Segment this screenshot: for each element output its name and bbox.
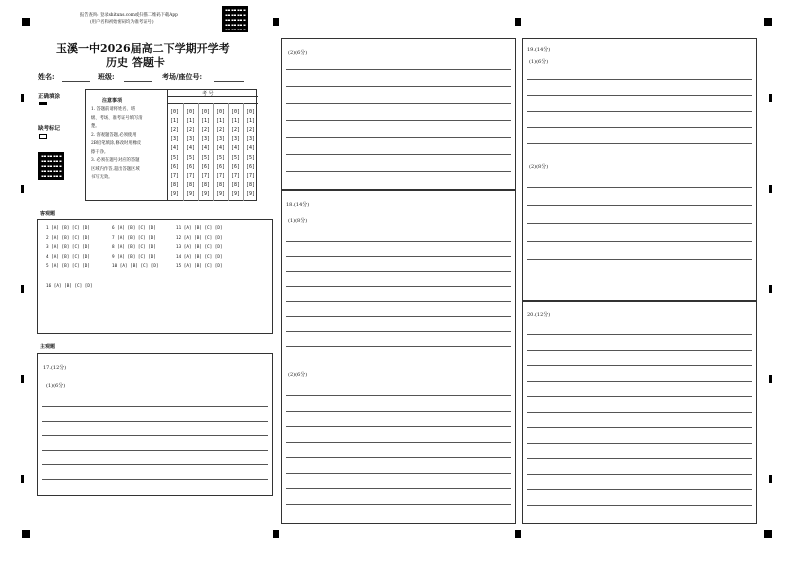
- exam-digit-bubble[interactable]: [1]: [216, 118, 226, 125]
- answer-line: [527, 187, 752, 188]
- class-field[interactable]: [124, 81, 152, 82]
- exam-digit-bubble[interactable]: [1]: [246, 118, 256, 125]
- timing-mark: [769, 94, 772, 102]
- exam-digit-bubble[interactable]: [6]: [246, 163, 256, 170]
- password-notice: (用户名和初始密码均为准考证号): [90, 20, 154, 25]
- note-line: 级、考场、准考证号填写清: [91, 115, 143, 121]
- objective-item[interactable]: 2 [A] [B] [C] [D]: [46, 235, 90, 241]
- answer-line: [286, 395, 511, 396]
- exam-digit-bubble[interactable]: [5]: [231, 154, 241, 161]
- answer-line: [527, 111, 752, 112]
- objective-item[interactable]: 4 [A] [B] [C] [D]: [46, 254, 90, 260]
- registration-mark: [515, 530, 521, 538]
- objective-item[interactable]: 8 [A] [B] [C] [D]: [112, 245, 156, 250]
- timing-mark: [769, 285, 772, 293]
- answer-line: [286, 120, 511, 121]
- exam-digit-bubble[interactable]: [8]: [201, 181, 211, 188]
- exam-number-column: [183, 103, 199, 201]
- q17-part2: (2)(6分): [288, 50, 308, 56]
- answer-line: [527, 79, 752, 80]
- timing-mark: [769, 375, 772, 383]
- exam-digit-bubble[interactable]: [0]: [186, 109, 196, 115]
- answer-line: [286, 271, 511, 272]
- exam-digit-bubble[interactable]: [8]: [231, 181, 241, 188]
- correct-fill-label: 正确填涂: [38, 94, 61, 100]
- answer-line: [286, 86, 511, 87]
- q18-part2: (2)(6分): [288, 372, 308, 378]
- exam-digit-bubble[interactable]: [6]: [186, 163, 196, 170]
- answer-line: [286, 346, 511, 347]
- exam-digit-bubble[interactable]: [2]: [246, 127, 256, 134]
- answer-line: [286, 331, 511, 332]
- q17-title: 17.(12分): [43, 365, 67, 371]
- exam-digit-bubble[interactable]: [6]: [201, 163, 211, 170]
- exam-digit-bubble[interactable]: [3]: [170, 136, 180, 143]
- answer-line: [286, 241, 511, 242]
- exam-digit-bubble[interactable]: [7]: [201, 172, 211, 179]
- answer-line: [527, 241, 752, 242]
- objective-item[interactable]: 5 [A] [B] [C] [D]: [46, 264, 90, 269]
- objective-item[interactable]: 12 [A] [B] [C] [D]: [176, 235, 223, 241]
- exam-digit-bubble[interactable]: [9]: [246, 190, 256, 197]
- name-field[interactable]: [62, 81, 90, 82]
- answer-line: [286, 171, 511, 172]
- answer-line: [527, 427, 752, 428]
- exam-number-column: [243, 103, 259, 201]
- timing-mark: [769, 475, 772, 483]
- objective-item[interactable]: 1 [A] [B] [C] [D]: [46, 226, 90, 231]
- objective-item-16[interactable]: 16 [A] [B] [C] [D]: [46, 284, 93, 289]
- exam-digit-bubble[interactable]: [7]: [170, 172, 180, 179]
- q17-answer-box: [37, 353, 273, 496]
- exam-digit-bubble[interactable]: [9]: [231, 190, 241, 197]
- exam-digit-bubble[interactable]: [3]: [231, 136, 241, 143]
- q20-answer-box: [522, 301, 757, 524]
- name-label: 姓名:: [38, 72, 55, 81]
- exam-digit-bubble[interactable]: [1]: [201, 118, 211, 125]
- note-line: 2. 客观题答题,必须使用: [91, 132, 137, 138]
- note-line: 书写无效。: [91, 175, 113, 180]
- q18-part1: (1)(8分): [288, 218, 308, 224]
- q20-title: 20.(12分): [527, 312, 551, 318]
- exam-digit-bubble[interactable]: [4]: [186, 145, 196, 152]
- note-line: 2B铅笔填涂,修改时用橡皮: [91, 141, 142, 146]
- exam-number-column: [198, 103, 214, 201]
- answer-line: [42, 421, 268, 422]
- q19-part2: (2)(8分): [529, 164, 549, 170]
- answer-line: [527, 95, 752, 96]
- note-line: 楚。: [91, 124, 100, 129]
- objective-item[interactable]: 7 [A] [B] [C] [D]: [112, 235, 156, 241]
- answer-line: [286, 488, 511, 489]
- answer-line: [286, 137, 511, 138]
- student-qr-icon: [38, 152, 64, 180]
- exam-digit-bubble[interactable]: [5]: [246, 154, 256, 161]
- answer-line: [286, 411, 511, 412]
- exam-digit-bubble[interactable]: [8]: [170, 181, 180, 188]
- class-label: 班级:: [98, 72, 115, 81]
- exam-number-column: [213, 103, 229, 201]
- exam-digit-bubble[interactable]: [2]: [170, 127, 180, 134]
- answer-line: [286, 457, 511, 458]
- exam-digit-bubble[interactable]: [1]: [186, 118, 196, 125]
- timing-mark: [21, 375, 24, 383]
- exam-digit-bubble[interactable]: [3]: [186, 136, 196, 143]
- registration-mark: [764, 18, 772, 26]
- registration-mark: [273, 18, 279, 26]
- answer-line: [527, 350, 752, 351]
- note-line: 区域内作答,超出答题区域: [91, 166, 140, 172]
- answer-line: [286, 154, 511, 155]
- registration-mark: [515, 18, 521, 26]
- answer-line: [42, 450, 268, 451]
- exam-digit-bubble[interactable]: [8]: [186, 181, 196, 188]
- exam-digit-bubble[interactable]: [0]: [170, 109, 180, 115]
- room-seat-label: 考场/座位号:: [162, 72, 203, 81]
- answer-line: [527, 443, 752, 444]
- answer-line: [527, 458, 752, 459]
- answer-line: [286, 256, 511, 257]
- answer-line: [527, 505, 752, 506]
- answer-line: [286, 442, 511, 443]
- objective-item[interactable]: 15 [A] [B] [C] [D]: [176, 264, 223, 269]
- exam-digit-bubble[interactable]: [9]: [186, 190, 196, 197]
- answer-line: [286, 286, 511, 287]
- q17-part2-box: [281, 38, 516, 190]
- exam-digit-bubble[interactable]: [0]: [216, 109, 226, 115]
- answer-line: [527, 365, 752, 366]
- registration-mark: [22, 530, 30, 538]
- exam-digit-bubble[interactable]: [7]: [216, 172, 226, 179]
- exam-digit-bubble[interactable]: [8]: [246, 181, 256, 188]
- correct-fill-sample: [39, 102, 47, 105]
- objective-title: 客观题: [40, 211, 56, 217]
- exam-digit-bubble[interactable]: [5]: [186, 154, 196, 161]
- registration-mark: [273, 530, 279, 538]
- exam-digit-bubble[interactable]: [8]: [216, 181, 226, 188]
- exam-digit-bubble[interactable]: [1]: [170, 118, 180, 125]
- exam-digit-bubble[interactable]: [1]: [231, 118, 241, 125]
- q18-title: 18.(14分): [286, 202, 310, 208]
- exam-digit-bubble[interactable]: [7]: [186, 172, 196, 179]
- exam-digit-bubble[interactable]: [0]: [201, 109, 211, 115]
- note-line: 擦干净。: [91, 149, 109, 155]
- exam-title: 玉溪一中2026届高二下学期开学考: [56, 42, 230, 55]
- exam-digit-bubble[interactable]: [7]: [246, 172, 256, 179]
- timing-mark: [21, 285, 24, 293]
- answer-line: [286, 69, 511, 70]
- answer-line: [42, 406, 268, 407]
- absent-checkbox[interactable]: [39, 134, 47, 139]
- exam-digit-bubble[interactable]: [9]: [216, 190, 226, 197]
- note-line: 3. 必须在题号对应的答题: [91, 158, 140, 163]
- note-line: 1. 答题前请将姓名、班: [91, 107, 136, 112]
- answer-line: [527, 143, 752, 144]
- answer-line: [527, 396, 752, 397]
- exam-digit-bubble[interactable]: [4]: [216, 145, 226, 152]
- objective-item[interactable]: 11 [A] [B] [C] [D]: [176, 226, 223, 231]
- exam-digit-bubble[interactable]: [4]: [231, 145, 241, 152]
- answer-line: [286, 504, 511, 505]
- exam-digit-bubble[interactable]: [5]: [170, 154, 180, 161]
- qr-code-icon: [222, 6, 248, 32]
- exam-digit-bubble[interactable]: [5]: [201, 154, 211, 161]
- objective-item[interactable]: 6 [A] [B] [C] [D]: [112, 226, 156, 231]
- exam-number-column: [168, 103, 183, 201]
- timing-mark: [21, 475, 24, 483]
- objective-item[interactable]: 3 [A] [B] [C] [D]: [46, 245, 90, 250]
- exam-digit-bubble[interactable]: [4]: [170, 145, 180, 152]
- exam-digit-bubble[interactable]: [2]: [186, 127, 196, 134]
- exam-digit-bubble[interactable]: [4]: [246, 145, 256, 152]
- exam-digit-bubble[interactable]: [3]: [216, 136, 226, 143]
- objective-item[interactable]: 14 [A] [B] [C] [D]: [176, 254, 223, 260]
- exam-digit-bubble[interactable]: [2]: [231, 127, 241, 134]
- exam-digit-bubble[interactable]: [2]: [216, 127, 226, 134]
- q19-title: 19.(14分): [527, 47, 551, 53]
- exam-digit-bubble[interactable]: [6]: [216, 163, 226, 170]
- registration-mark: [22, 18, 30, 26]
- exam-digit-bubble[interactable]: [9]: [201, 190, 211, 197]
- answer-line: [527, 474, 752, 475]
- answer-line: [286, 316, 511, 317]
- answer-line: [286, 103, 511, 104]
- exam-digit-bubble[interactable]: [3]: [246, 136, 256, 143]
- answer-line: [527, 259, 752, 260]
- report-notice: 报告查询: 登录shituns.com或扫描二维码下载App: [80, 13, 178, 18]
- objective-item[interactable]: 9 [A] [B] [C] [D]: [112, 254, 156, 260]
- q19-part1: (1)(6分): [529, 59, 549, 65]
- answer-line: [42, 464, 268, 465]
- exam-digit-bubble[interactable]: [6]: [170, 163, 180, 170]
- answer-line: [527, 127, 752, 128]
- exam-number-column: [228, 103, 244, 201]
- answer-line: [42, 479, 268, 480]
- answer-line: [286, 301, 511, 302]
- registration-mark: [764, 530, 772, 538]
- timing-mark: [769, 185, 772, 193]
- exam-digit-bubble[interactable]: [4]: [201, 145, 211, 152]
- exam-number-label: 考 号: [202, 91, 214, 97]
- notes-title: 注意事项: [102, 98, 123, 104]
- answer-line: [527, 489, 752, 490]
- absent-mark-label: 缺考标记: [38, 126, 61, 132]
- answer-line: [527, 205, 752, 206]
- exam-digit-bubble[interactable]: [0]: [231, 109, 241, 115]
- answer-line: [42, 435, 268, 436]
- subjective-title: 主观题: [40, 344, 56, 350]
- timing-mark: [21, 94, 24, 102]
- answer-line: [286, 473, 511, 474]
- answer-line: [527, 412, 752, 413]
- objective-box: [37, 219, 273, 334]
- room-seat-field[interactable]: [214, 81, 244, 82]
- q17-part1: (1)(6分): [46, 383, 66, 389]
- objective-item[interactable]: 13 [A] [B] [C] [D]: [176, 245, 223, 250]
- timing-mark: [21, 185, 24, 193]
- answer-line: [527, 334, 752, 335]
- exam-digit-bubble[interactable]: [7]: [231, 172, 241, 179]
- q18-answer-box: [281, 190, 516, 524]
- q19-answer-box: [522, 38, 757, 301]
- exam-digit-bubble[interactable]: [5]: [216, 154, 226, 161]
- exam-digit-bubble[interactable]: [3]: [201, 136, 211, 143]
- exam-digit-bubble[interactable]: [0]: [246, 109, 256, 115]
- sheet-subtitle: 历史 答题卡: [106, 56, 165, 69]
- answer-line: [286, 426, 511, 427]
- exam-digit-bubble[interactable]: [2]: [201, 127, 211, 134]
- answer-line: [527, 381, 752, 382]
- exam-digit-bubble[interactable]: [9]: [170, 190, 180, 197]
- answer-line: [527, 223, 752, 224]
- exam-digit-bubble[interactable]: [6]: [231, 163, 241, 170]
- objective-item[interactable]: 10 [A] [B] [C] [D]: [112, 264, 159, 269]
- exam-number-grid[interactable]: [167, 89, 258, 201]
